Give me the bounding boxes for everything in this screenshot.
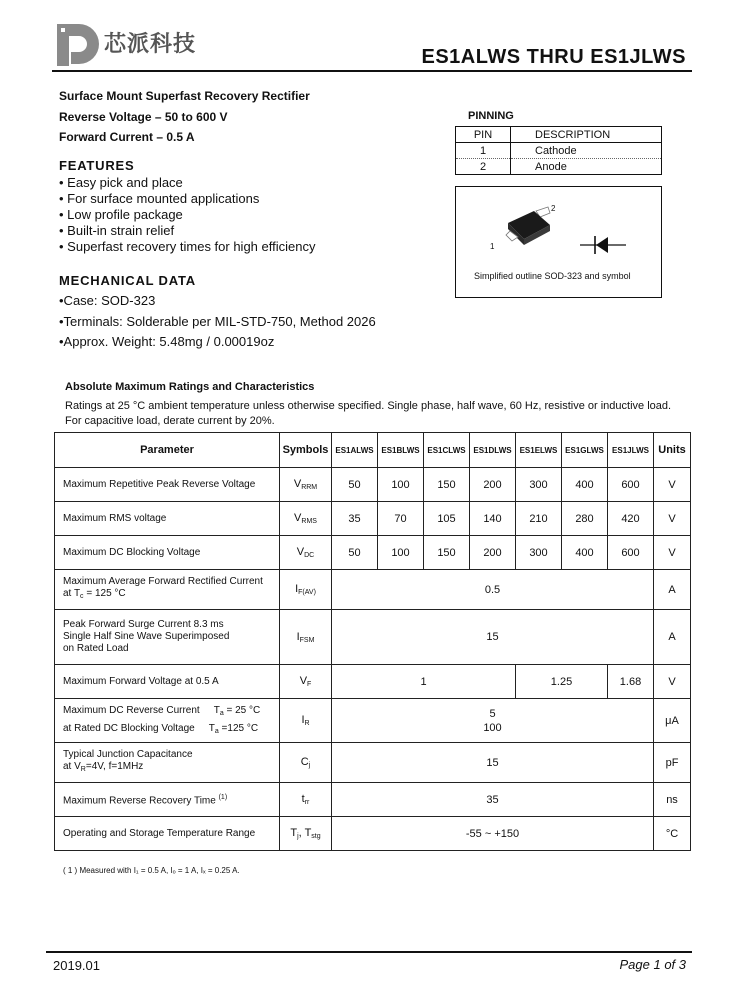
table-row (456, 159, 662, 175)
table-row (55, 665, 691, 699)
table-row (55, 783, 691, 817)
unit-cell: °C (654, 817, 691, 851)
package-caption: Simplified outline SOD-323 and symbol (474, 271, 631, 281)
ratings-note: For capacitive load, derate current by 20%. (65, 415, 275, 427)
symbol-cell: $V_{RRM}$ (280, 468, 332, 502)
pin-description: Anode (511, 159, 662, 175)
value-cell: 5 100 (332, 699, 654, 743)
value-cell: 200 (470, 536, 516, 570)
value-cell: 300 (516, 468, 562, 502)
document-title: ES1ALWS THRU ES1JLWS (421, 46, 686, 68)
forward-current-spec: Forward Current – 0.5 A (59, 130, 195, 144)
param-cell: Maximum Average Forward Rectified Current at $T_c = 125$ °C (55, 570, 280, 610)
param-cell: Maximum Repetitive Peak Reverse Voltage (55, 468, 280, 502)
value-cell: 35 (332, 783, 654, 817)
pinning-table (455, 126, 662, 175)
part-header: ES1ALWS (332, 433, 378, 468)
value-cell: 420 (608, 502, 654, 536)
symbol-cell: $T_j$, $T_{stg}$ (280, 817, 332, 851)
symbol-cell: $I_{FSM}$ (280, 610, 332, 665)
value-cell: 300 (516, 536, 562, 570)
symbol-cell: $I_{F(AV)}$ (280, 570, 332, 610)
param-cell: Maximum Reverse Recovery Time $^{(1)}$ (55, 783, 280, 817)
value-cell: 100 (378, 536, 424, 570)
table-row (55, 817, 691, 851)
company-name: 芯派科技 (104, 31, 197, 56)
product-description: Surface Mount Superfast Recovery Rectifier (59, 89, 310, 103)
parameter-header: Parameter (55, 433, 280, 468)
part-header: ES1JLWS (608, 433, 654, 468)
package-pin-1-label: 1 (490, 242, 495, 251)
company-logo-icon (53, 22, 101, 68)
value-cell: 210 (516, 502, 562, 536)
value-cell: 70 (378, 502, 424, 536)
value-cell: 140 (470, 502, 516, 536)
param-cell: Maximum DC Reverse Current $T_a = 25$ °C at Rated DC Blocking Voltage $T_a =125$ °C (55, 699, 280, 743)
description-header: DESCRIPTION (511, 127, 662, 143)
pin-header: PIN (456, 127, 511, 143)
table-row (55, 610, 691, 665)
unit-cell: V (654, 502, 691, 536)
value-cell: 105 (424, 502, 470, 536)
value-cell: 100 (378, 468, 424, 502)
value-cell: 15 (332, 743, 654, 783)
symbol-cell: $V_{RMS}$ (280, 502, 332, 536)
value-cell: 35 (332, 502, 378, 536)
part-header: ES1ELWS (516, 433, 562, 468)
package-outline-box (455, 186, 662, 298)
part-header: ES1DLWS (470, 433, 516, 468)
feature-item: • Low profile package (59, 207, 183, 222)
feature-item: • Built-in strain relief (59, 223, 175, 238)
table-header-row (55, 433, 691, 468)
value-cell: 0.5 (332, 570, 654, 610)
pin-description: Cathode (511, 143, 662, 159)
value-cell: 1 (332, 665, 516, 699)
value-cell: 400 (562, 468, 608, 502)
unit-cell: V (654, 468, 691, 502)
unit-cell: A (654, 610, 691, 665)
unit-cell: μA (654, 699, 691, 743)
unit-cell: V (654, 665, 691, 699)
value-cell: 50 (332, 468, 378, 502)
unit-cell: pF (654, 743, 691, 783)
unit-cell: V (654, 536, 691, 570)
mechanical-item: •Case: SOD-323 (59, 293, 156, 308)
feature-item: • For surface mounted applications (59, 191, 260, 206)
table-row (55, 502, 691, 536)
feature-item: • Easy pick and place (59, 175, 183, 190)
symbols-header: Symbols (280, 433, 332, 468)
param-cell: Peak Forward Surge Current 8.3 ms Single Half Sine Wave Superimposed on Rated Load (55, 610, 280, 665)
table-row (55, 743, 691, 783)
unit-cell: A (654, 570, 691, 610)
part-header: ES1CLWS (424, 433, 470, 468)
value-cell: 200 (470, 468, 516, 502)
revision-date: 2019.01 (53, 958, 100, 973)
param-cell: Maximum Forward Voltage at 0.5 A (55, 665, 280, 699)
mechanical-heading: MECHANICAL DATA (59, 273, 196, 288)
value-cell: 150 (424, 536, 470, 570)
package-pin-2-label: 2 (551, 204, 556, 213)
mechanical-item: •Approx. Weight: 5.48mg / 0.00019oz (59, 334, 275, 349)
pin-number: 2 (456, 159, 511, 175)
param-cell: Typical Junction Capacitance at $V_R=4V$, f=1MHz (55, 743, 280, 783)
value-cell: 15 (332, 610, 654, 665)
reverse-voltage-spec: Reverse Voltage – 50 to 600 V (59, 110, 228, 124)
value-cell: 1.25 (516, 665, 608, 699)
param-cell: Maximum RMS voltage (55, 502, 280, 536)
value-cell: 400 (562, 536, 608, 570)
table-row (55, 536, 691, 570)
unit-cell: ns (654, 783, 691, 817)
pin-number: 1 (456, 143, 511, 159)
symbol-cell: $C_j$ (280, 743, 332, 783)
feature-item: • Superfast recovery times for high efficiency (59, 239, 316, 254)
mechanical-item: •Terminals: Solderable per MIL-STD-750, Method 2026 (59, 314, 376, 329)
footnote: ( 1 ) Measured with I₁ = 0.5 A, Iₒ = 1 A, Iₓ = 0.25 A. (63, 866, 240, 875)
value-cell: 1.68 (608, 665, 654, 699)
table-row (456, 143, 662, 159)
ratings-title: Absolute Maximum Ratings and Characteristics (65, 381, 315, 393)
pinning-title: PINNING (468, 110, 514, 122)
table-row (55, 570, 691, 610)
param-cell: Maximum DC Blocking Voltage (55, 536, 280, 570)
symbol-cell: $I_R$ (280, 699, 332, 743)
value-cell: 150 (424, 468, 470, 502)
symbol-cell: $V_{DC}$ (280, 536, 332, 570)
value-cell: 280 (562, 502, 608, 536)
header-divider (52, 70, 692, 72)
part-header: ES1BLWS (378, 433, 424, 468)
table-row (55, 468, 691, 502)
ratings-table (54, 432, 691, 851)
part-header: ES1GLWS (562, 433, 608, 468)
param-cell: Operating and Storage Temperature Range (55, 817, 280, 851)
value-cell: 600 (608, 536, 654, 570)
page-number: Page 1 of 3 (619, 957, 686, 972)
value-cell: 600 (608, 468, 654, 502)
footer-divider (46, 951, 692, 953)
value-cell: -55 ~ +150 (332, 817, 654, 851)
value-cell: 50 (332, 536, 378, 570)
symbol-cell: $t_{rr}$ (280, 783, 332, 817)
diode-symbol-icon (578, 233, 628, 257)
table-row (55, 699, 691, 743)
ratings-note: Ratings at 25 °C ambient temperature unless otherwise specified. Single phase, half wave, 60 Hz, resistive or inductive load. (65, 400, 672, 412)
units-header: Units (654, 433, 691, 468)
symbol-cell: $V_F$ (280, 665, 332, 699)
features-heading: FEATURES (59, 158, 135, 173)
